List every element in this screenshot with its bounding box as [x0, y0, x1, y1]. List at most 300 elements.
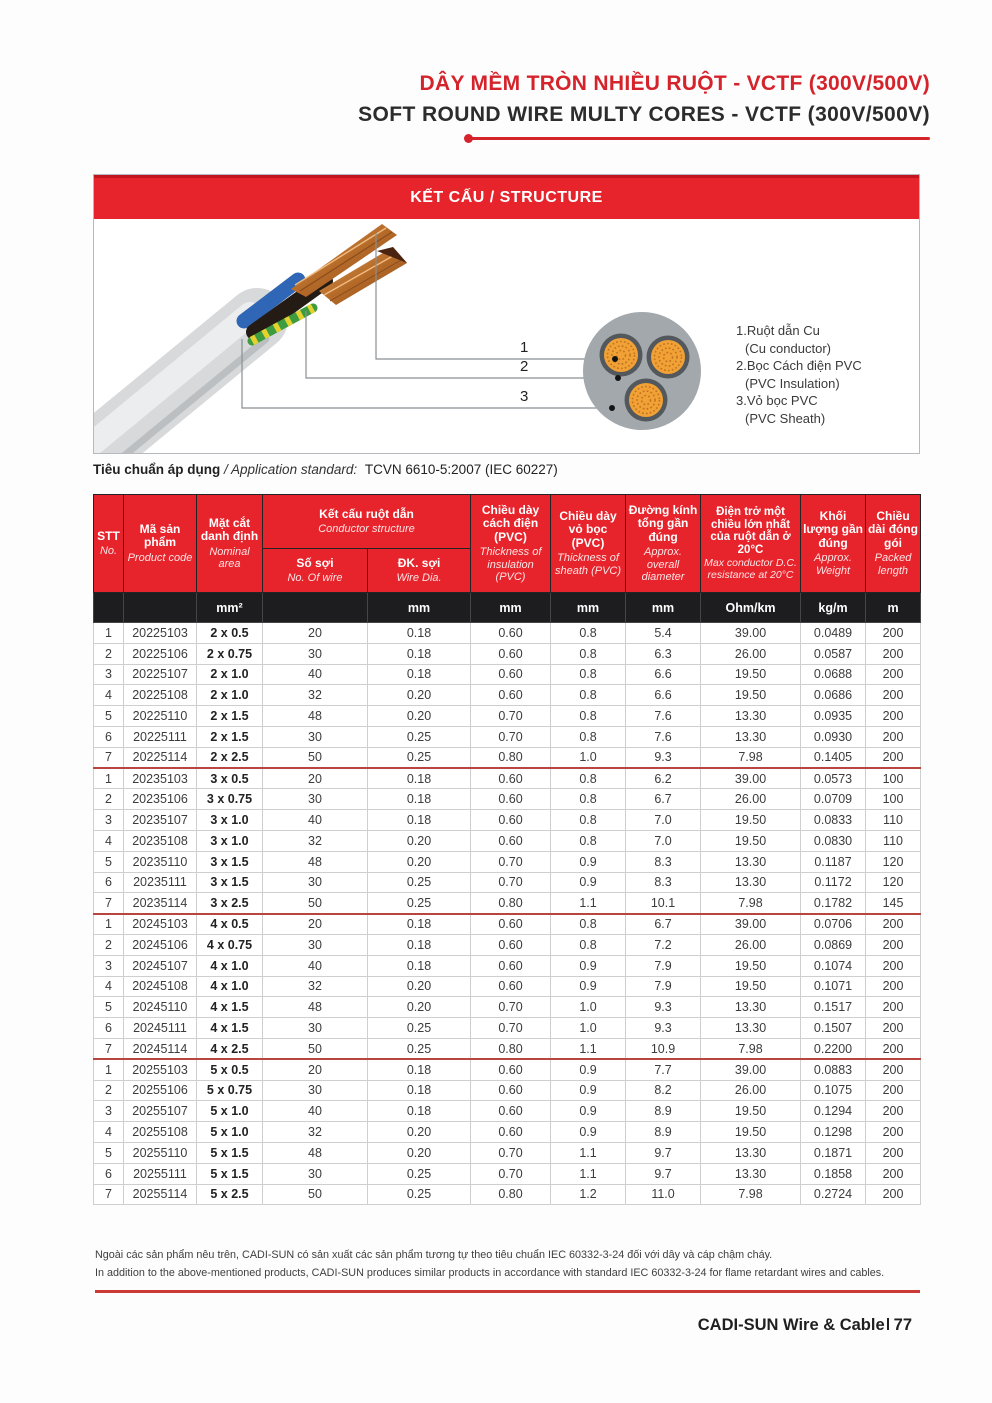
table-cell: 0.18 [368, 955, 471, 976]
table-cell: 40 [263, 1101, 368, 1122]
table-cell: 200 [866, 1122, 921, 1143]
col-header-nominal-area: Mặt cắt danh định Nominal area [197, 495, 263, 593]
table-cell: 20235108 [124, 830, 197, 851]
table-cell: 0.60 [471, 1080, 551, 1101]
table-cell: 6.6 [626, 685, 701, 706]
table-cell: 0.80 [471, 893, 551, 914]
table-cell: 200 [866, 997, 921, 1018]
table-cell: 4 x 2.5 [197, 1038, 263, 1059]
table-cell: 0.60 [471, 768, 551, 789]
table-cell: 0.70 [471, 1163, 551, 1184]
table-cell: 7.9 [626, 955, 701, 976]
table-cell: 26.00 [701, 1080, 801, 1101]
table-cell: 0.70 [471, 726, 551, 747]
table-cell: 30 [263, 726, 368, 747]
table-cell: 50 [263, 1184, 368, 1205]
table-cell: 1.1 [551, 1038, 626, 1059]
table-cell: 26.00 [701, 789, 801, 810]
table-row [94, 643, 921, 664]
col-header-stt: STT No. [94, 495, 124, 593]
legend-item-insulation-en: (PVC Insulation) [745, 375, 840, 391]
table-cell: 0.20 [368, 997, 471, 1018]
table-cell: 30 [263, 643, 368, 664]
table-cell: 0.2724 [801, 1184, 866, 1205]
table-cell: 3 x 1.5 [197, 851, 263, 872]
table-cell: 0.9 [551, 955, 626, 976]
table-cell: 0.1507 [801, 1018, 866, 1039]
table-cell: 5 x 0.75 [197, 1080, 263, 1101]
table-cell: 20225107 [124, 664, 197, 685]
table-cell: 48 [263, 706, 368, 727]
structure-section [93, 174, 920, 454]
callout-label-3: 3 [520, 388, 529, 405]
table-cell: 6.7 [626, 914, 701, 935]
table-cell: 0.9 [551, 872, 626, 893]
table-cell: 20255111 [124, 1163, 197, 1184]
table-cell: 13.30 [701, 1142, 801, 1163]
table-cell: 0.9 [551, 1122, 626, 1143]
footer-page-number: 77 [893, 1316, 912, 1330]
table-cell: 0.25 [368, 872, 471, 893]
table-cell: 2 [94, 934, 124, 955]
table-cell: 19.50 [701, 664, 801, 685]
table-cell: 7.7 [626, 1059, 701, 1080]
table-row [94, 872, 921, 893]
table-cell: 3 x 1.0 [197, 830, 263, 851]
table-cell: 4 x 1.5 [197, 1018, 263, 1039]
table-cell: 6 [94, 1163, 124, 1184]
table-cell: 1 [94, 768, 124, 789]
table-cell: 0.20 [368, 976, 471, 997]
table-cell: 0.9 [551, 1080, 626, 1101]
table-cell: 5 [94, 1142, 124, 1163]
table-cell: 3 x 2.5 [197, 893, 263, 914]
table-cell: 5 x 1.0 [197, 1122, 263, 1143]
table-cell: 0.9 [551, 976, 626, 997]
table-cell: 50 [263, 747, 368, 768]
table-row [94, 706, 921, 727]
table-cell: 8.9 [626, 1122, 701, 1143]
table-cell: 20245106 [124, 934, 197, 955]
table-cell: 9.7 [626, 1163, 701, 1184]
table-row [94, 851, 921, 872]
table-cell: 40 [263, 955, 368, 976]
table-row [94, 789, 921, 810]
table-cell: 120 [866, 851, 921, 872]
table-cell: 39.00 [701, 768, 801, 789]
units-row [94, 593, 921, 623]
table-cell: 26.00 [701, 934, 801, 955]
table-cell: 7 [94, 1038, 124, 1059]
footer-divider [887, 1318, 889, 1330]
unit-cell [263, 593, 368, 623]
table-cell: 0.0573 [801, 768, 866, 789]
table-cell: 6 [94, 1018, 124, 1039]
table-cell: 0.8 [551, 664, 626, 685]
legend-item-sheath-vi: 3.Vỏ bọc PVC [736, 393, 818, 408]
table-cell: 0.8 [551, 706, 626, 727]
table-cell: 0.60 [471, 914, 551, 935]
table-cell: 7.6 [626, 726, 701, 747]
table-cell: 0.1405 [801, 747, 866, 768]
table-cell: 0.9 [551, 1101, 626, 1122]
table-cell: 200 [866, 685, 921, 706]
table-cell: 50 [263, 893, 368, 914]
table-cell: 0.8 [551, 810, 626, 831]
table-cell: 20 [263, 623, 368, 644]
table-cell: 0.0688 [801, 664, 866, 685]
table-cell: 0.20 [368, 1142, 471, 1163]
table-row [94, 726, 921, 747]
table-cell: 20255114 [124, 1184, 197, 1205]
table-row [94, 1038, 921, 1059]
table-cell: 4 x 1.0 [197, 976, 263, 997]
table-cell: 4 [94, 685, 124, 706]
table-cell: 13.30 [701, 1018, 801, 1039]
table-cell: 20245114 [124, 1038, 197, 1059]
table-cell: 30 [263, 789, 368, 810]
table-cell: 0.0883 [801, 1059, 866, 1080]
table-cell: 30 [263, 1018, 368, 1039]
table-cell: 13.30 [701, 997, 801, 1018]
table-cell: 1 [94, 914, 124, 935]
table-cell: 4 x 1.5 [197, 997, 263, 1018]
table-cell: 2 x 0.75 [197, 643, 263, 664]
table-cell: 20245107 [124, 955, 197, 976]
table-cell: 100 [866, 789, 921, 810]
table-cell: 2 x 0.5 [197, 623, 263, 644]
table-cell: 0.70 [471, 1142, 551, 1163]
table-cell: 4 [94, 976, 124, 997]
table-cell: 0.0706 [801, 914, 866, 935]
page-title-vietnamese: DÂY MỀM TRÒN NHIỀU RUỘT - VCTF (300V/500V) [419, 72, 930, 95]
unit-cell: mm [471, 593, 551, 623]
table-cell: 0.8 [551, 623, 626, 644]
table-cell: 5 x 0.5 [197, 1059, 263, 1080]
table-cell: 3 x 1.0 [197, 810, 263, 831]
table-cell: 20235110 [124, 851, 197, 872]
table-cell: 20255110 [124, 1142, 197, 1163]
unit-cell [94, 593, 124, 623]
table-cell: 0.8 [551, 934, 626, 955]
table-cell: 200 [866, 934, 921, 955]
table-cell: 26.00 [701, 643, 801, 664]
unit-cell: mm [626, 593, 701, 623]
table-cell: 20235114 [124, 893, 197, 914]
table-cell: 0.60 [471, 1101, 551, 1122]
table-cell: 20 [263, 914, 368, 935]
table-cell: 200 [866, 1184, 921, 1205]
table-row [94, 768, 921, 789]
table-row [94, 1080, 921, 1101]
bottom-rule [95, 1290, 920, 1293]
table-cell: 0.25 [368, 1163, 471, 1184]
table-cell: 0.18 [368, 643, 471, 664]
table-cell: 0.18 [368, 623, 471, 644]
table-cell: 7.98 [701, 893, 801, 914]
table-cell: 0.60 [471, 685, 551, 706]
table-row [94, 1101, 921, 1122]
table-cell: 19.50 [701, 1101, 801, 1122]
table-cell: 0.80 [471, 747, 551, 768]
table-cell: 19.50 [701, 1122, 801, 1143]
table-cell: 2 x 2.5 [197, 747, 263, 768]
table-cell: 0.60 [471, 934, 551, 955]
table-cell: 200 [866, 1080, 921, 1101]
table-cell: 3 [94, 664, 124, 685]
table-cell: 3 [94, 1101, 124, 1122]
table-cell: 0.20 [368, 830, 471, 851]
col-header-number-of-wires: Số sợi No. Of wire [263, 549, 368, 593]
table-cell: 0.60 [471, 643, 551, 664]
table-cell: 0.20 [368, 851, 471, 872]
table-cell: 0.25 [368, 893, 471, 914]
table-cell: 0.60 [471, 664, 551, 685]
table-cell: 1.0 [551, 997, 626, 1018]
table-cell: 0.1075 [801, 1080, 866, 1101]
table-cell: 200 [866, 747, 921, 768]
table-cell: 20 [263, 1059, 368, 1080]
table-cell: 32 [263, 830, 368, 851]
table-cell: 0.8 [551, 768, 626, 789]
table-cell: 48 [263, 997, 368, 1018]
table-cell: 0.18 [368, 1101, 471, 1122]
table-cell: 0.18 [368, 914, 471, 935]
table-cell: 9.3 [626, 997, 701, 1018]
table-cell: 19.50 [701, 810, 801, 831]
table-cell: 0.60 [471, 976, 551, 997]
table-cell: 0.70 [471, 1018, 551, 1039]
table-cell: 40 [263, 664, 368, 685]
table-cell: 0.70 [471, 872, 551, 893]
table-cell: 20245103 [124, 914, 197, 935]
table-cell: 9.3 [626, 1018, 701, 1039]
table-cell: 0.18 [368, 934, 471, 955]
table-cell: 5 x 2.5 [197, 1184, 263, 1205]
table-cell: 3 [94, 955, 124, 976]
table-cell: 20255106 [124, 1080, 197, 1101]
table-cell: 30 [263, 1163, 368, 1184]
table-cell: 2 [94, 789, 124, 810]
table-cell: 200 [866, 1059, 921, 1080]
table-cell: 8.2 [626, 1080, 701, 1101]
table-cell: 1.1 [551, 1142, 626, 1163]
table-cell: 1.1 [551, 893, 626, 914]
table-cell: 1 [94, 1059, 124, 1080]
table-cell: 19.50 [701, 976, 801, 997]
table-cell: 20235111 [124, 872, 197, 893]
table-cell: 7.9 [626, 976, 701, 997]
table-cell: 1.2 [551, 1184, 626, 1205]
legend-item-insulation-vi: 2.Bọc Cách điện PVC [736, 358, 862, 373]
table-cell: 0.60 [471, 623, 551, 644]
table-cell: 200 [866, 664, 921, 685]
table-cell: 5 x 1.5 [197, 1163, 263, 1184]
table-cell: 0.70 [471, 851, 551, 872]
footnotes [95, 1246, 922, 1282]
table-cell: 20235106 [124, 789, 197, 810]
table-row [94, 934, 921, 955]
table-cell: 4 x 0.75 [197, 934, 263, 955]
col-header-overall-diameter: Đường kính tổng gần đúng Approx. overall diameter [626, 495, 701, 593]
table-cell: 0.18 [368, 789, 471, 810]
table-cell: 0.18 [368, 1059, 471, 1080]
table-cell: 8.3 [626, 851, 701, 872]
footer-brand: CADI-SUN Wire & Cable [697, 1316, 885, 1330]
table-cell: 0.1298 [801, 1122, 866, 1143]
table-cell: 0.0935 [801, 706, 866, 727]
table-cell: 32 [263, 685, 368, 706]
unit-cell [124, 593, 197, 623]
table-cell: 0.1517 [801, 997, 866, 1018]
table-cell: 8.3 [626, 872, 701, 893]
table-cell: 5 [94, 997, 124, 1018]
table-cell: 0.18 [368, 664, 471, 685]
table-cell: 0.25 [368, 1184, 471, 1205]
table-cell: 110 [866, 810, 921, 831]
table-cell: 30 [263, 1080, 368, 1101]
standard-label-en: / Application standard: [224, 462, 358, 477]
table-cell: 0.18 [368, 768, 471, 789]
table-cell: 0.8 [551, 830, 626, 851]
table-row [94, 810, 921, 831]
table-cell: 20225110 [124, 706, 197, 727]
table-cell: 0.0709 [801, 789, 866, 810]
table-cell: 6 [94, 872, 124, 893]
col-header-sheath-thickness: Chiều dày vỏ bọc (PVC) Thickness of sheath (PVC) [551, 495, 626, 593]
table-cell: 7.6 [626, 706, 701, 727]
table-cell: 0.60 [471, 830, 551, 851]
table-cell: 48 [263, 1142, 368, 1163]
legend-item-conductor-en: (Cu conductor) [745, 340, 831, 356]
table-cell: 2 [94, 1080, 124, 1101]
table-cell: 0.1172 [801, 872, 866, 893]
table-cell: 20225103 [124, 623, 197, 644]
table-cell: 200 [866, 1142, 921, 1163]
table-cell: 1.0 [551, 1018, 626, 1039]
table-cell: 7.98 [701, 1038, 801, 1059]
footnote-vi: Ngoài các sản phẩm nêu trên, CADI-SUN có sản xuất các sản phẩm tương tự theo tiêu chuẩn IEC 60332-3-24 đối với dây và cáp chậm cháy. [95, 1249, 773, 1261]
table-cell: 13.30 [701, 706, 801, 727]
application-standard [93, 462, 558, 477]
col-header-conductor-structure: Kết cấu ruột dẫn Conductor structure [263, 495, 471, 549]
table-cell: 0.60 [471, 1059, 551, 1080]
table-cell: 0.0869 [801, 934, 866, 955]
legend-item-sheath-en: (PVC Sheath) [745, 410, 826, 426]
table-cell: 7 [94, 1184, 124, 1205]
table-cell: 0.1071 [801, 976, 866, 997]
specification-table [93, 494, 921, 1205]
table-cell: 19.50 [701, 955, 801, 976]
table-cell: 1.0 [551, 747, 626, 768]
table-cell: 200 [866, 1101, 921, 1122]
table-cell: 6.2 [626, 768, 701, 789]
table-cell: 39.00 [701, 1059, 801, 1080]
table-row [94, 997, 921, 1018]
table-cell: 39.00 [701, 623, 801, 644]
table-cell: 3 [94, 810, 124, 831]
unit-cell: mm² [197, 593, 263, 623]
table-cell: 32 [263, 1122, 368, 1143]
table-row [94, 1122, 921, 1143]
table-cell: 0.18 [368, 810, 471, 831]
table-cell: 0.20 [368, 1122, 471, 1143]
structure-heading: KẾT CẤU / STRUCTURE [94, 175, 919, 219]
table-cell: 9.7 [626, 1142, 701, 1163]
table-cell: 0.25 [368, 1018, 471, 1039]
table-cell: 13.30 [701, 851, 801, 872]
table-cell: 4 [94, 830, 124, 851]
table-cell: 7.98 [701, 1184, 801, 1205]
col-header-weight: Khối lượng gần đúng Approx. Weight [801, 495, 866, 593]
table-cell: 19.50 [701, 830, 801, 851]
table-cell: 20225108 [124, 685, 197, 706]
table-cell: 20245111 [124, 1018, 197, 1039]
table-cell: 4 [94, 1122, 124, 1143]
table-cell: 0.8 [551, 914, 626, 935]
table-cell: 6.7 [626, 789, 701, 810]
col-header-wire-diameter: ĐK. sợi Wire Dia. [368, 549, 471, 593]
table-cell: 200 [866, 726, 921, 747]
table-cell: 39.00 [701, 914, 801, 935]
table-cell: 0.25 [368, 1038, 471, 1059]
table-cell: 11.0 [626, 1184, 701, 1205]
table-cell: 0.1074 [801, 955, 866, 976]
table-body [94, 623, 921, 1205]
table-cell: 7.0 [626, 810, 701, 831]
table-cell: 0.0830 [801, 830, 866, 851]
col-header-packed-length: Chiều dài đóng gói Packed length [866, 495, 921, 593]
col-header-product-code: Mã sản phẩm Product code [124, 495, 197, 593]
callout-label-1: 1 [520, 339, 529, 356]
table-cell: 0.60 [471, 810, 551, 831]
table-cell: 2 [94, 643, 124, 664]
table-cell: 9.3 [626, 747, 701, 768]
table-row [94, 1059, 921, 1080]
table-cell: 0.20 [368, 706, 471, 727]
table-cell: 0.2200 [801, 1038, 866, 1059]
table-row [94, 1184, 921, 1205]
table-cell: 7.2 [626, 934, 701, 955]
table-cell: 6.3 [626, 643, 701, 664]
table-cell: 0.18 [368, 1080, 471, 1101]
table-cell: 20245108 [124, 976, 197, 997]
table-cell: 7 [94, 893, 124, 914]
table-cell: 0.20 [368, 685, 471, 706]
table-cell: 145 [866, 893, 921, 914]
table-cell: 200 [866, 706, 921, 727]
table-cell: 200 [866, 955, 921, 976]
table-cell: 110 [866, 830, 921, 851]
table-cell: 2 x 1.5 [197, 706, 263, 727]
table-row [94, 623, 921, 644]
table-cell: 3 x 0.75 [197, 789, 263, 810]
table-cell: 4 x 0.5 [197, 914, 263, 935]
table-cell: 6 [94, 726, 124, 747]
unit-cell: m [866, 593, 921, 623]
table-cell: 50 [263, 1038, 368, 1059]
table-cell: 8.9 [626, 1101, 701, 1122]
table-cell: 0.9 [551, 851, 626, 872]
unit-cell: kg/m [801, 593, 866, 623]
structure-diagram [94, 219, 919, 453]
table-cell: 1 [94, 623, 124, 644]
table-cell: 7.0 [626, 830, 701, 851]
table-cell: 30 [263, 872, 368, 893]
table-row [94, 1018, 921, 1039]
table-cell: 0.70 [471, 706, 551, 727]
unit-cell: mm [551, 593, 626, 623]
